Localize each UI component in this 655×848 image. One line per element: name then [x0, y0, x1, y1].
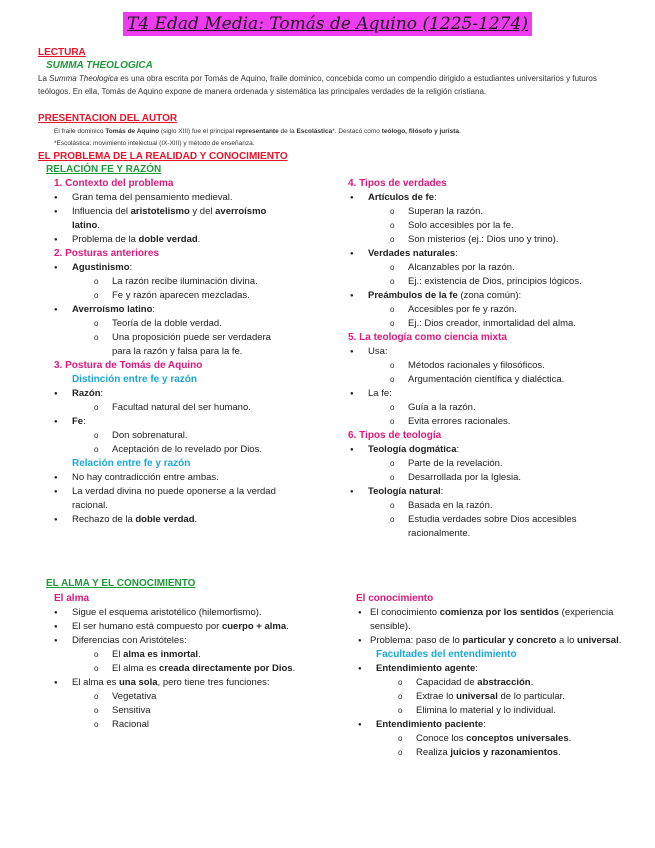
autor-b1: Tomás de Aquino: [105, 128, 160, 135]
sub-item: o Solo accesibles por la fe.: [332, 219, 632, 233]
text: a lo: [556, 635, 578, 646]
autor-t2: (siglo XIII) fue el principal: [159, 128, 236, 135]
sub-item: [340, 676, 640, 690]
bold-text: Entendimiento paciente: [376, 719, 484, 730]
bold-text: una sola: [119, 677, 158, 688]
text: (zona común):: [457, 290, 522, 301]
list-item: ● Teología dogmática:: [332, 443, 632, 457]
sub-item: o Métodos racionales y filosóficos.: [332, 359, 632, 373]
list-item: ● Agustinismo:: [36, 261, 326, 275]
section-6-heading: 6. Tipos de teología: [348, 430, 442, 441]
autor-b3: Escolástica: [296, 128, 333, 135]
sub-item: o Fe y razón aparecen mezcladas.: [36, 289, 326, 303]
sub-item: o Estudia verdades sobre Dios accesibles racionalmente.: [332, 513, 583, 541]
text: .: [530, 677, 534, 688]
text: .: [618, 635, 622, 646]
sub-item: o Sensitiva: [36, 704, 336, 718]
text: El alma es: [72, 677, 119, 688]
sub-item: o Evita errores racionales.: [332, 415, 632, 429]
sub-item: o Una proposición puede ser verdadera para la razón y falsa para la fe.: [36, 331, 287, 359]
sub-item: o Basada en la razón.: [332, 499, 632, 513]
problema-heading: EL PROBLEMA DE LA REALIDAD Y CONOCIMIENTO: [38, 151, 288, 162]
list-item: ● No hay contradicción entre ambas.: [36, 471, 326, 485]
sub-item: o Teoría de la doble verdad.: [36, 317, 326, 331]
sub-item: o Desarrollada por la Iglesia.: [332, 471, 632, 485]
sub-item: [340, 732, 640, 746]
list-item: ● Diferencias con Aristóteles:: [36, 634, 336, 648]
sub-item: o Elimina lo material y lo individual.: [340, 704, 640, 718]
list-item: ● Averroísmo latino:: [36, 303, 326, 317]
alma-column: [36, 592, 336, 732]
sub-item: o Don sobrenatural.: [36, 429, 326, 443]
text: El ser humano está compuesto por: [72, 621, 222, 632]
bold-text: conceptos universales: [466, 733, 569, 744]
sub-item: [36, 648, 336, 662]
list-item: ● Verdades naturales:: [332, 247, 632, 261]
bold-text: cuerpo + alma: [221, 621, 287, 632]
alma-subheading: El alma: [54, 593, 90, 604]
bold-text: doble verdad: [138, 234, 198, 245]
bold-text: Preámbulos de la fe: [368, 290, 458, 301]
autor-b4: teólogo, filósofo y jurista: [381, 128, 459, 135]
conocimiento-column: [340, 592, 640, 760]
left-column: [36, 177, 326, 527]
sub-item: [340, 690, 640, 704]
section-2-heading: 2. Posturas anteriores: [54, 248, 160, 259]
sub-item: o Vegetativa: [36, 690, 336, 704]
autor-t4: *. Destacó como: [332, 128, 382, 135]
autor-text: [54, 127, 461, 137]
sub-item: o Ej.: existencia de Dios, principios lógicos.: [332, 275, 588, 289]
bold-text: alma es inmortal: [123, 649, 199, 660]
text: .: [194, 514, 198, 525]
relacion-heading: RELACIÓN FE Y RAZÓN: [46, 164, 162, 175]
conocimiento-subheading: El conocimiento: [356, 593, 434, 604]
sub-item: [340, 746, 640, 760]
sub-item: [36, 662, 336, 676]
section-1-heading: 1. Contexto del problema: [54, 178, 174, 189]
list-item: [332, 289, 632, 303]
summa-subheading: SUMMA THEOLOGICA: [46, 60, 153, 71]
list-item: ● Sigue el esquema aristotélico (hilemorfismo).: [36, 606, 336, 620]
sub-item: o Aceptación de lo revelado por Dios.: [36, 443, 326, 457]
text: Realiza: [416, 747, 451, 758]
text: de lo particular.: [497, 691, 565, 702]
lectura-text-em: Summa Theologica: [49, 74, 119, 83]
sub-item: o Argumentación científica y dialéctica.: [332, 373, 632, 387]
text: Conoce los: [416, 733, 467, 744]
text: .: [286, 621, 289, 632]
bold-text: aristotelismo: [130, 206, 190, 217]
text: .: [197, 234, 201, 245]
section-4-heading: 4. Tipos de verdades: [348, 178, 447, 189]
list-item: ● Entendimiento paciente:: [340, 718, 640, 732]
list-item: [36, 233, 326, 247]
facultades-heading: Facultades del entendimiento: [376, 649, 517, 660]
text: Problema de la: [72, 234, 139, 245]
text: Capacidad de: [416, 677, 478, 688]
bold-text: Razón: [72, 388, 101, 399]
title-wrap: [0, 12, 655, 36]
text: El conocimiento: [370, 607, 440, 618]
lectura-text-start: La: [38, 74, 50, 83]
text: Rechazo de la: [72, 514, 136, 525]
lectura-text-rest: es una obra escrita por Tomás de Aquino, fraile dominico, concebida como un compendio dirigido a estudiantes universitarios y futuros teólogos. En ella, Tomás de Aquino expone de manera ordenada y sistemática las principales verdades de la religión cristiana.: [38, 74, 597, 96]
text: .: [568, 733, 572, 744]
sub-item: o Parte de la revelación.: [332, 457, 632, 471]
page-title: T4 Edad Media: Tomás de Aquino (1225-1274): [123, 12, 532, 36]
text: El alma es: [112, 663, 159, 674]
section-5-heading: 5. La teología como ciencia mixta: [348, 332, 507, 343]
sub-item: o Racional: [36, 718, 336, 732]
bold-text: comienza por los sentidos: [439, 607, 560, 618]
sub-item: o La razón recibe iluminación divina.: [36, 275, 326, 289]
list-item: ● Gran tema del pensamiento medieval.: [36, 191, 326, 205]
bold-text: Teología dogmática: [368, 444, 457, 455]
autor-b2: representante: [235, 128, 279, 135]
bold-text: Averroísmo latino: [72, 304, 153, 315]
distincion-heading: Distinción entre fe y razón: [72, 374, 198, 385]
sub-item: o Ej.: Dios creador, inmortalidad del alma.: [332, 317, 593, 331]
autor-heading: PRESENTACION DEL AUTOR: [38, 113, 178, 124]
list-item: ● Razón:: [36, 387, 326, 401]
bold-text: latino: [72, 220, 98, 231]
list-item: ● La fe:: [332, 387, 632, 401]
text: y del: [189, 206, 216, 217]
section-3-heading: 3. Postura de Tomás de Aquino: [54, 360, 203, 371]
sub-item: o Guía a la razón.: [332, 401, 632, 415]
bold-text: Verdades naturales: [368, 248, 456, 259]
bold-text: universal: [577, 635, 619, 646]
text: , pero tiene tres funciones:: [157, 677, 270, 688]
text: .: [558, 747, 561, 758]
lectura-paragraph: [38, 73, 623, 98]
list-item: [36, 676, 336, 690]
list-item: [36, 620, 336, 634]
bold-text: doble verdad: [135, 514, 195, 525]
text: Influencia del: [72, 206, 131, 217]
bold-text: abstracción: [477, 677, 531, 688]
bold-text: Agustinismo: [72, 262, 130, 273]
list-item: ● Teología natural:: [332, 485, 632, 499]
text: (experiencia sensible).: [370, 607, 614, 632]
alma-heading: EL ALMA Y EL CONOCIMIENTO: [46, 578, 196, 589]
text: .: [198, 649, 201, 660]
lectura-heading: LECTURA: [38, 47, 86, 58]
bold-text: juicios y razonamientos: [450, 747, 559, 758]
bold-text: creada directamente por Dios: [159, 663, 293, 674]
text: Problema: paso de lo: [370, 635, 463, 646]
sub-item: o Alcanzables por la razón.: [332, 261, 632, 275]
bold-text: Entendimiento agente: [376, 663, 476, 674]
escolastica-note: *Escolástica: movimiento intelectual (IX-XIII) y método de enseñanza.: [54, 140, 255, 147]
list-item: [36, 513, 326, 527]
bold-text: Teología natural: [368, 486, 441, 497]
autor-t1: El fraile dominico: [54, 128, 106, 135]
bold-text: Fe: [72, 416, 84, 427]
bold-text: particular y concreto: [462, 635, 557, 646]
sub-item: o Superan la razón.: [332, 205, 632, 219]
list-item: ● Artículos de fe:: [332, 191, 632, 205]
text: Extrae lo: [416, 691, 457, 702]
list-item: ● Fe:: [36, 415, 326, 429]
list-item: [340, 606, 632, 634]
bold-text: universal: [456, 691, 498, 702]
sub-item: o Facultad natural del ser humano.: [36, 401, 326, 415]
list-item: ● La verdad divina no puede oponerse a la verdad racional.: [36, 485, 302, 513]
sub-item: o Son misterios (ej.: Dios uno y trino).: [332, 233, 632, 247]
bold-text: averroísmo: [215, 206, 267, 217]
list-item: ● Entendimiento agente:: [340, 662, 640, 676]
text: .: [97, 220, 100, 231]
list-item: [36, 205, 326, 219]
right-column: [332, 177, 632, 541]
relacion-fe-razon-heading: Relación entre fe y razón: [72, 458, 191, 469]
bold-text: Artículos de fe: [368, 192, 434, 203]
autor-t5: .: [459, 128, 461, 135]
text: El: [112, 649, 124, 660]
list-item: ● Usa:: [332, 345, 632, 359]
sub-item: o Accesibles por fe y razón.: [332, 303, 632, 317]
text: .: [292, 663, 296, 674]
autor-t3: de la: [278, 128, 297, 135]
list-item-cont: [36, 219, 326, 233]
list-item: [340, 634, 640, 648]
